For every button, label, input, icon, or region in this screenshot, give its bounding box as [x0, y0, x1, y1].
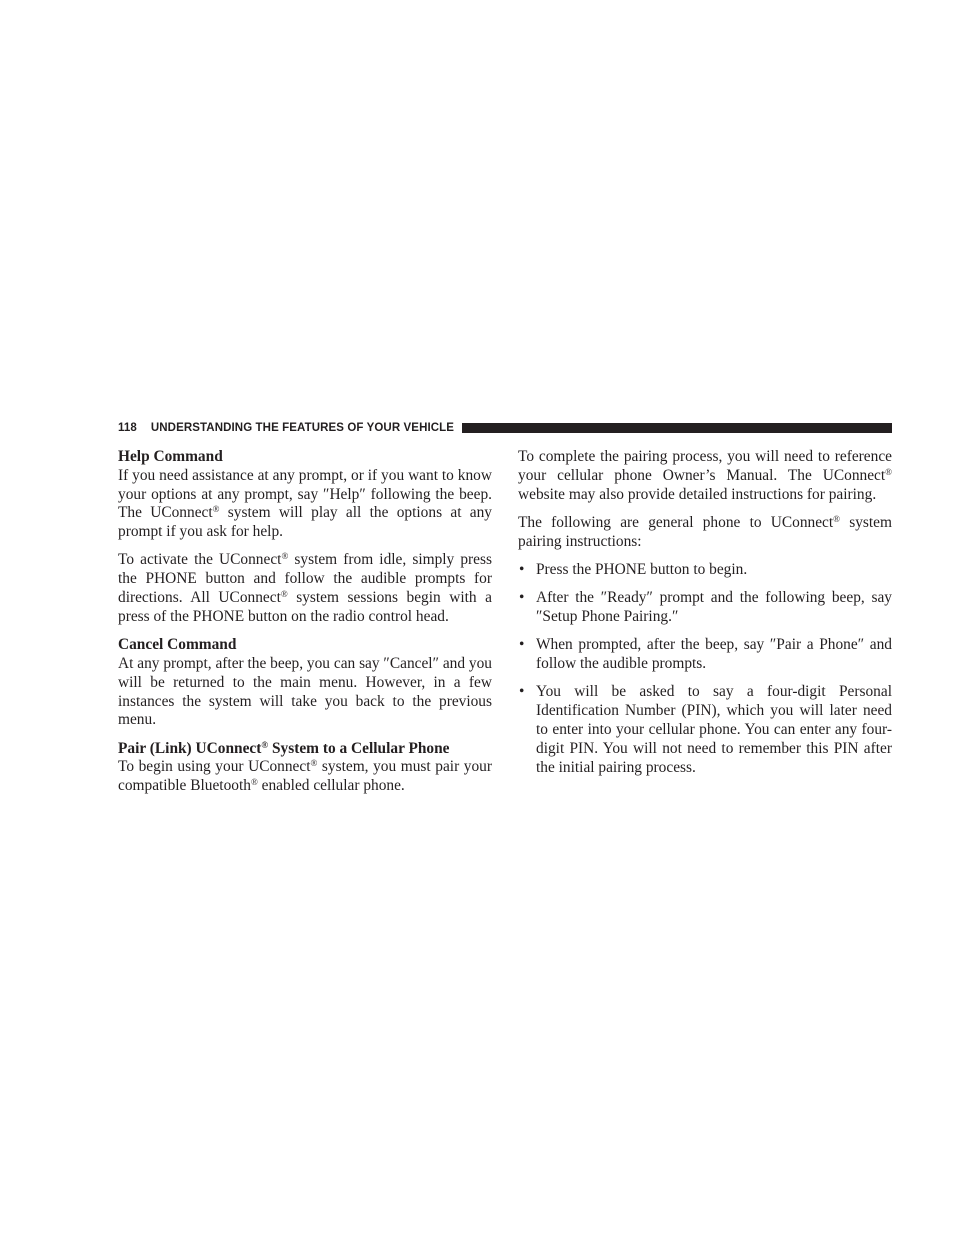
registered-mark: ®	[885, 466, 892, 477]
list-item: • After the ″Ready″ prompt and the following beep, say ″Setup Phone Pairing.″	[519, 589, 892, 626]
bullet-icon: •	[519, 560, 525, 578]
pair-paragraph: To begin using your UConnect® system, you must pair your compatible Bluetooth® enabled cellular phone.	[118, 758, 492, 795]
registered-mark: ®	[261, 739, 269, 750]
cancel-command-heading: Cancel Command	[118, 636, 237, 654]
pairing-steps-list	[518, 561, 892, 777]
section-title: UNDERSTANDING THE FEATURES OF YOUR VEHICLE	[150, 422, 455, 434]
pair-heading: Pair (Link) UConnect® System to a Cellular Phone	[118, 739, 450, 757]
registered-mark: ®	[833, 513, 841, 524]
list-item: • Press the PHONE button to begin.	[519, 560, 748, 578]
page-header	[118, 419, 892, 437]
page-number: 118	[118, 422, 137, 434]
help-command-heading: Help Command	[118, 448, 223, 465]
pairing-intro-paragraph: To complete the pairing process, you will need to reference your cellular phone Owner’s Manual. The UConnect® website may also provide detailed instructions for pairing.	[518, 448, 892, 503]
bullet-icon: •	[519, 683, 525, 701]
right-column	[518, 448, 892, 787]
registered-mark: ®	[280, 589, 288, 600]
registered-mark: ®	[310, 758, 318, 769]
pairing-instructions-paragraph: The following are general phone to UConnect® system pairing instructions:	[518, 513, 892, 550]
header-rule	[462, 423, 892, 433]
registered-mark: ®	[281, 551, 289, 562]
registered-mark: ®	[212, 504, 220, 515]
list-item: • When prompted, after the beep, say ″Pair a Phone″ and follow the audible prompts.	[519, 636, 892, 673]
cancel-paragraph: At any prompt, after the beep, you can say ″Cancel″ and you will be returned to the main menu. However, in a few instances the system will take you back to the previous menu.	[118, 654, 492, 729]
bullet-icon: •	[519, 636, 525, 654]
bullet-icon: •	[519, 589, 525, 607]
help-paragraph-2: To activate the UConnect® system from idle, simply press the PHONE button and follow the audible prompts for directions. All UConnect® system sessions begin with a press of the PHONE button on the radio control head.	[118, 551, 492, 625]
help-paragraph-1: If you need assistance at any prompt, or if you want to know your options at any prompt, say ″Help″ following the beep. The UConnect® system will play all the options at any prompt if you ask for help.	[118, 466, 493, 541]
left-column	[118, 448, 492, 806]
list-item: • You will be asked to say a four-digit Personal Identification Number (PIN), which you will later need to enter into your cellular phone. You can enter any four-digit PIN. You will not need to remember this PIN after the initial pairing process.	[519, 683, 892, 776]
registered-mark: ®	[250, 777, 258, 788]
